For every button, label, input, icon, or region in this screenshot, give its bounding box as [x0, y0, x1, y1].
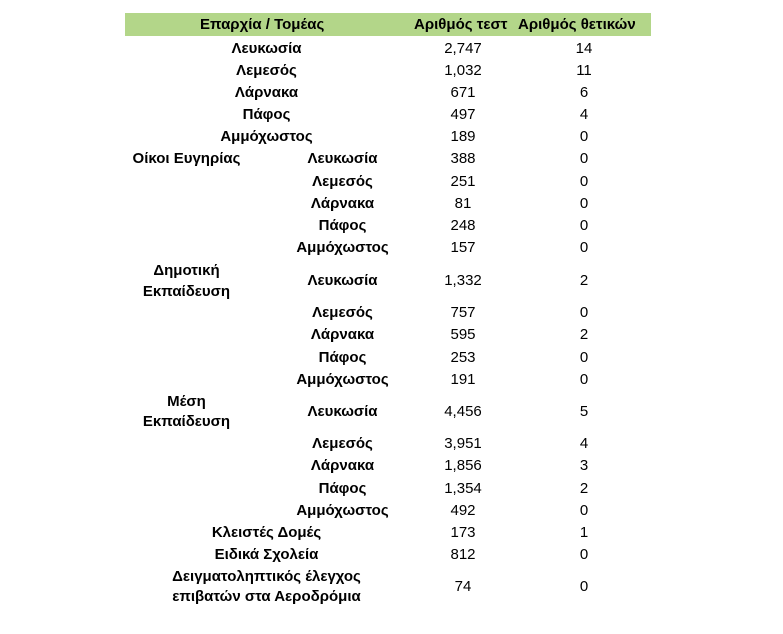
district-label: Αμμόχωστος [296, 502, 389, 519]
table-row [125, 522, 651, 544]
district-label: Πάφος [318, 480, 367, 497]
district-label: Λεμεσός [312, 435, 373, 452]
positives-cell: 4 [579, 435, 589, 452]
tests-cell: 492 [450, 502, 476, 519]
tests-cell: 1,032 [444, 62, 482, 79]
header-tests: Αριθμός τεστ [414, 16, 508, 33]
row-label-line2: επιβατών στα Αεροδρόμια [172, 588, 361, 605]
table-row [125, 126, 651, 148]
district-label: Πάφος [318, 217, 367, 234]
positives-cell: 2 [579, 480, 589, 497]
tests-cell: 388 [450, 150, 476, 167]
tests-cell: 191 [450, 371, 476, 388]
table-row [125, 433, 651, 455]
positives-cell: 0 [579, 173, 589, 190]
tests-cell: 157 [450, 239, 476, 256]
tests-cell: 173 [450, 524, 476, 541]
tests-cell: 4,456 [444, 403, 482, 420]
positives-cell: 0 [579, 217, 589, 234]
table-row [125, 270, 651, 292]
group-title-line2: Εκπαίδευση [142, 283, 231, 300]
group-title: Οίκοι Ευγηρίας [132, 150, 241, 167]
row-label: Λευκωσία [231, 40, 302, 57]
district-label: Αμμόχωστος [296, 239, 389, 256]
table-header [125, 13, 651, 36]
table-row [125, 455, 651, 477]
tests-cell: 253 [450, 349, 476, 366]
positives-cell: 4 [579, 106, 589, 123]
row-label: Κλειστές Δομές [211, 524, 322, 541]
table-row [125, 478, 651, 500]
positives-cell: 0 [579, 371, 589, 388]
row-label: Λάρνακα [234, 84, 299, 101]
table-row [125, 82, 651, 104]
tests-cell: 2,747 [444, 40, 482, 57]
table-row [125, 193, 651, 215]
tests-cell: 248 [450, 217, 476, 234]
district-label: Λεμεσός [312, 173, 373, 190]
positives-cell: 0 [579, 150, 589, 167]
district-label: Πάφος [318, 349, 367, 366]
group-title-line1: Μέση [167, 393, 206, 410]
district-label: Λάρνακα [310, 326, 375, 343]
table-row [125, 566, 651, 608]
tests-cell: 1,332 [444, 272, 482, 289]
table-row [125, 38, 651, 60]
group-title-line2: Εκπαίδευση [142, 413, 231, 430]
district-label: Λευκωσία [307, 272, 378, 289]
table-row [125, 347, 651, 369]
table-row [125, 302, 651, 324]
group-nursing-homes [125, 148, 651, 260]
row-label-line1: Δειγματοληπτικός έλεγχος [172, 568, 361, 585]
table-row [125, 500, 651, 522]
positives-cell: 0 [579, 578, 589, 595]
positives-cell: 1 [579, 524, 589, 541]
header-positives: Αριθμός θετικών [518, 16, 636, 33]
group-primary-education [125, 260, 651, 391]
positives-cell: 0 [579, 128, 589, 145]
group-secondary-education [125, 391, 651, 522]
tests-cell: 671 [450, 84, 476, 101]
positives-cell: 0 [579, 546, 589, 563]
tests-cell: 3,951 [444, 435, 482, 452]
table-row [125, 544, 651, 566]
tests-cell: 757 [450, 304, 476, 321]
table-row [125, 324, 651, 346]
group-title-line1: Δημοτική [153, 262, 220, 279]
table-row [125, 369, 651, 391]
district-label: Λάρνακα [310, 195, 375, 212]
tests-cell: 1,354 [444, 480, 482, 497]
district-label: Λεμεσός [312, 304, 373, 321]
district-label: Λάρνακα [310, 457, 375, 474]
row-label: Πάφος [242, 106, 291, 123]
positives-cell: 0 [579, 502, 589, 519]
header-district-sector: Επαρχία / Τομέας [200, 16, 325, 33]
tests-cell: 189 [450, 128, 476, 145]
table-row [125, 171, 651, 193]
table-row [125, 237, 651, 259]
district-label: Λευκωσία [307, 150, 378, 167]
tests-cell: 812 [450, 546, 476, 563]
positives-cell: 0 [579, 304, 589, 321]
table-row [125, 148, 651, 170]
table-row [125, 401, 651, 423]
tests-cell: 251 [450, 173, 476, 190]
positives-cell: 0 [579, 239, 589, 256]
tests-cell: 1,856 [444, 457, 482, 474]
tests-cell: 74 [454, 578, 472, 595]
positives-cell: 14 [575, 40, 593, 57]
table-row [125, 60, 651, 82]
positives-cell: 5 [579, 403, 589, 420]
positives-cell: 6 [579, 84, 589, 101]
district-label: Αμμόχωστος [296, 371, 389, 388]
district-label: Λευκωσία [307, 403, 378, 420]
positives-cell: 11 [576, 62, 592, 79]
positives-cell: 2 [579, 272, 589, 289]
positives-cell: 0 [579, 349, 589, 366]
positives-cell: 3 [579, 457, 589, 474]
positives-cell: 2 [579, 326, 589, 343]
results-table [125, 13, 651, 605]
row-label: Λεμεσός [236, 62, 297, 79]
table-row [125, 104, 651, 126]
row-label: Αμμόχωστος [220, 128, 313, 145]
tests-cell: 497 [450, 106, 476, 123]
row-label: Ειδικά Σχολεία [214, 546, 319, 563]
tests-cell: 81 [454, 195, 472, 212]
table-row [125, 215, 651, 237]
tests-cell: 595 [450, 326, 476, 343]
positives-cell: 0 [579, 195, 589, 212]
